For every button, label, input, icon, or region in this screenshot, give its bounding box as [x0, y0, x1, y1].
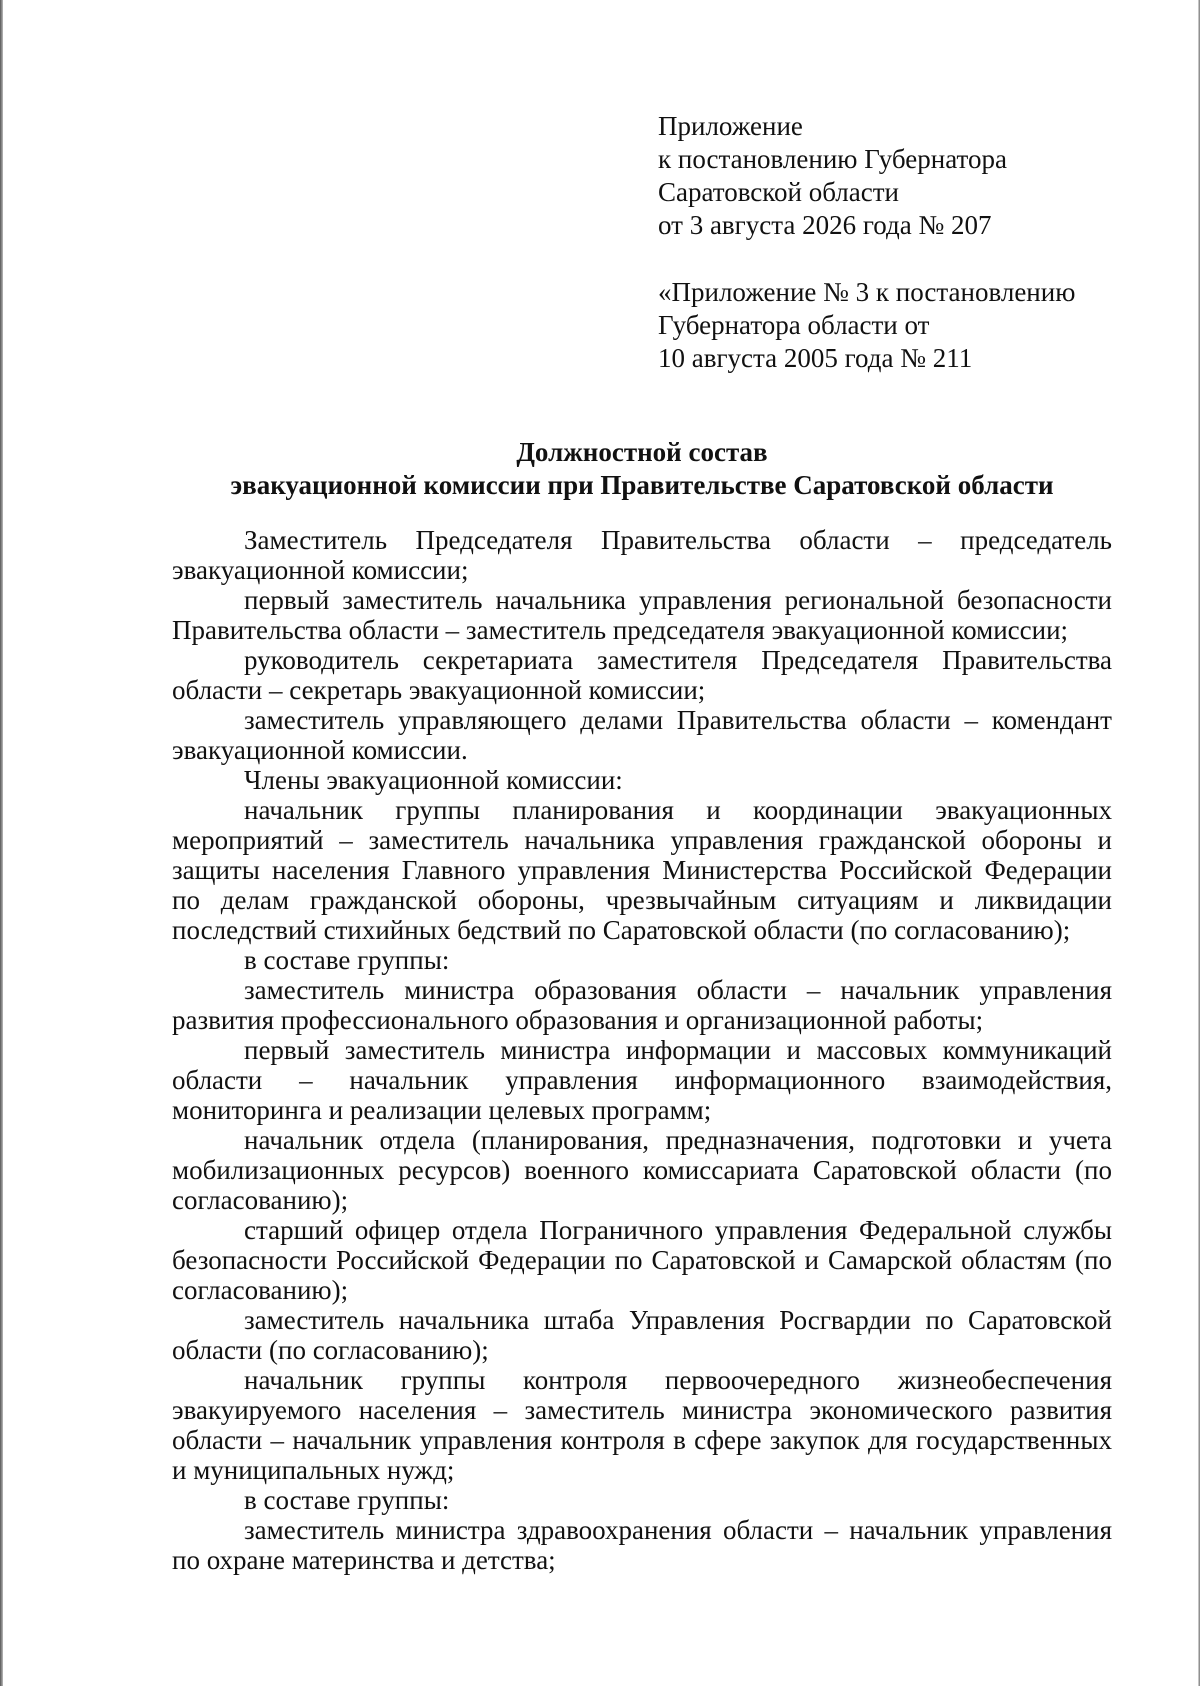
document-title-line: Должностной состав — [516, 437, 768, 467]
body-paragraph: заместитель управляющего делами Правительства области – комендант эвакуационной комиссии. — [172, 705, 1112, 765]
document-title — [172, 436, 1112, 502]
body-paragraph: в составе группы: — [244, 945, 450, 975]
appendix-header — [658, 110, 1178, 242]
body-paragraph: первый заместитель начальника управления региональной безопасности Правительства области – заместитель председателя эвакуационной комиссии; — [172, 585, 1112, 645]
appendix-reference-line: «Приложение № 3 к постановлению — [658, 277, 1076, 307]
body-paragraph: заместитель министра здравоохранения области – начальник управления по охране материнства и детства; — [172, 1515, 1112, 1575]
appendix-header-line: от 3 августа 2026 года № 207 — [658, 210, 992, 240]
body-paragraph: Члены эвакуационной комиссии: — [244, 765, 623, 795]
body-paragraph: заместитель начальника штаба Управления Росгвардии по Саратовской области (по согласованию); — [172, 1305, 1112, 1365]
body-paragraph: в составе группы: — [244, 1485, 450, 1515]
body-paragraph: начальник группы планирования и координации эвакуационных мероприятий – заместитель начальника управления гражданской обороны и защиты населения Главного управления Министерства Российской Федерации по делам гражданской обороны, чрезвычайным ситуациям и ликвидации последствий стихийных бедствий по Саратовской области (по согласованию); — [172, 795, 1112, 945]
body-paragraph: Заместитель Председателя Правительства области – председатель эвакуационной комиссии; — [172, 525, 1112, 585]
body-paragraph: начальник группы контроля первоочередного жизнеобеспечения эвакуируемого населения – заместитель министра экономического развития области – начальник управления контроля в сфере закупок для государственных и муниципальных нужд; — [172, 1365, 1112, 1485]
document-title-line: эвакуационной комиссии при Правительстве Саратовской области — [230, 470, 1054, 500]
body-paragraph: старший офицер отдела Пограничного управления Федеральной службы безопасности Российской Федерации по Саратовской и Самарской областям (по согласованию); — [172, 1215, 1112, 1305]
body-paragraph: руководитель секретариата заместителя Председателя Правительства области – секретарь эвакуационной комиссии; — [172, 645, 1112, 705]
appendix-header-line: Приложение — [658, 111, 803, 141]
appendix-header-line: к постановлению Губернатора — [658, 144, 1007, 174]
appendix-reference — [658, 276, 1178, 375]
appendix-header-line: Саратовской области — [658, 177, 899, 207]
appendix-reference-line: Губернатора области от — [658, 310, 930, 340]
scan-edge-left — [0, 0, 3, 1686]
appendix-reference-line: 10 августа 2005 года № 211 — [658, 343, 973, 373]
document-body — [172, 525, 1112, 1575]
body-paragraph: первый заместитель министра информации и массовых коммуникаций области – начальник управления информационного взаимодействия, мониторинга и реализации целевых программ; — [172, 1035, 1112, 1125]
body-paragraph: начальник отдела (планирования, предназначения, подготовки и учета мобилизационных ресурсов) военного комиссариата Саратовской области (по согласованию); — [172, 1125, 1112, 1215]
body-paragraph: заместитель министра образования области – начальник управления развития профессионального образования и организационной работы; — [172, 975, 1112, 1035]
